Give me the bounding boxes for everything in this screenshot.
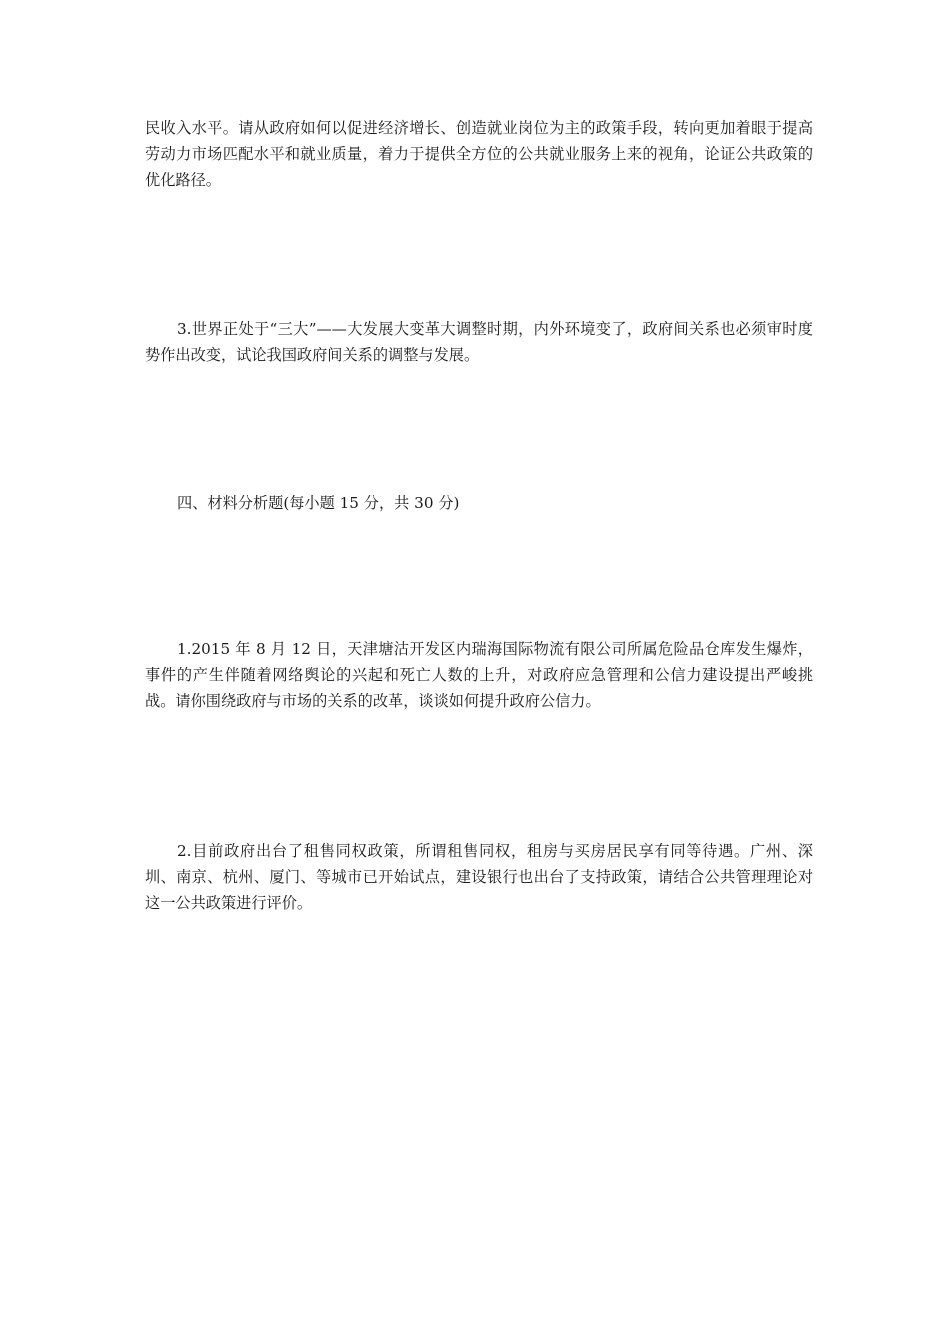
section-four-heading: 四、材料分析题(每小题 15 分，共 30 分) [177,494,460,512]
question-3: 3.世界正处于“三大”——大发展大变革大调整时期，内外环境变了，政府间关系也必须审时度势作出改变，试论我国政府间关系的调整与发展。 [145,320,813,364]
question-2-continuation: 民收入水平。请从政府如何以促进经济增长、创造就业岗位为主的政策手段，转向更加着眼于提高劳动力市场匹配水平和就业质量，着力于提供全方位的公共就业服务上来的视角，论证公共政策的优化路径。 [145,119,813,189]
material-question-2: 2.目前政府出台了租售同权政策，所谓租售同权，租房与买房居民享有同等待遇。广州、深圳、南京、杭州、厦门、等城市已开始试点，建设银行也出台了支持政策，请结合公共管理理论对这一公共政策进行评价。 [145,842,813,912]
material-question-1: 1.2015 年 8 月 12 日，天津塘沽开发区内瑞海国际物流有限公司所属危险品仓库发生爆炸，事件的产生伴随着网络舆论的兴起和死亡人数的上升，对政府应急管理和公信力建设提出严峻挑战。请你围绕政府与市场的关系的改革，谈谈如何提升政府公信力。 [145,640,813,710]
